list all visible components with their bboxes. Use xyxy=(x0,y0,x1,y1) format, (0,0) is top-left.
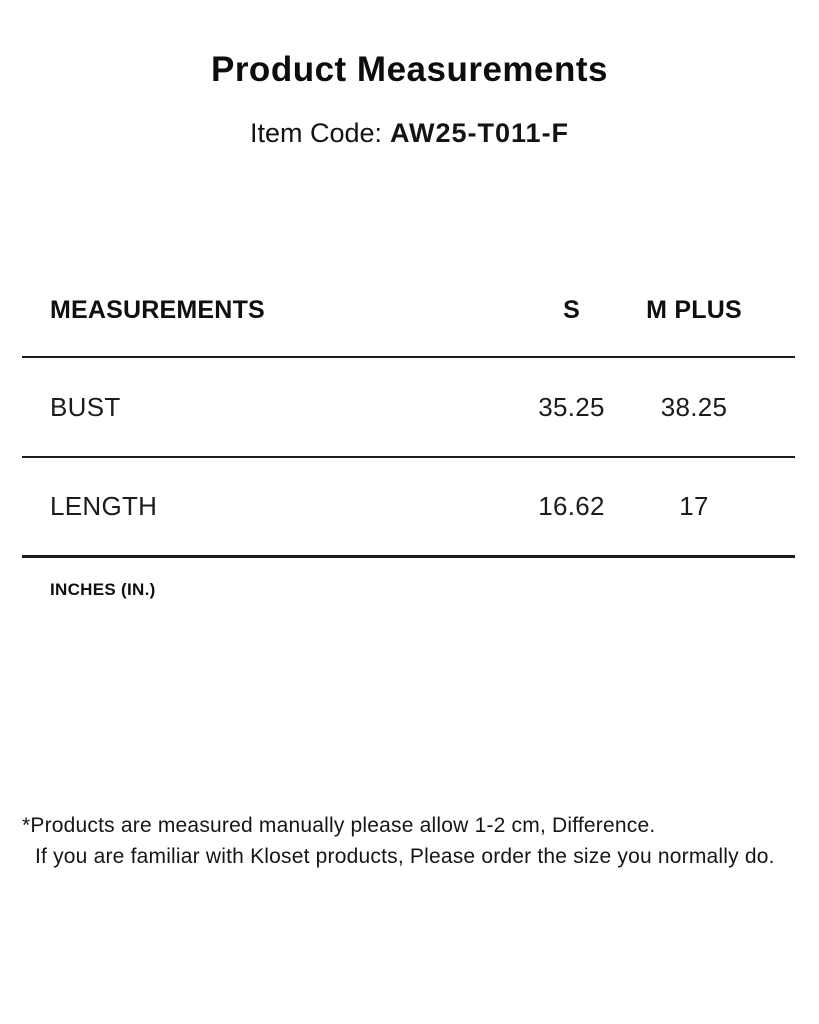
row-label: LENGTH xyxy=(50,491,158,521)
unit-note: INCHES (IN.) xyxy=(50,580,156,599)
footer-note xyxy=(22,810,809,872)
item-code-label: Item Code: xyxy=(249,118,382,148)
row-label: BUST xyxy=(50,391,121,422)
cell-bust-mplus: 38.25 xyxy=(660,391,728,422)
table-row-length xyxy=(22,458,795,558)
cell-bust-s: 35.25 xyxy=(538,391,605,422)
column-header-measurements: MEASUREMENTS xyxy=(50,296,265,324)
cell-length-s: 16.62 xyxy=(538,491,605,521)
measurements-table xyxy=(22,285,795,600)
footer-line-1: *Products are measured manually please allow 1-2 cm, Difference. xyxy=(22,814,656,837)
table-row-bust xyxy=(22,358,795,458)
page-title: Product Measurements xyxy=(210,50,609,89)
column-header-mplus: M PLUS xyxy=(646,296,742,324)
cell-length-mplus: 17 xyxy=(679,491,709,521)
item-code xyxy=(0,118,819,149)
table-header-row xyxy=(22,285,795,358)
footer-line-2: If you are familiar with Kloset products, Please order the size you normally do. xyxy=(35,845,775,868)
item-code-value: AW25-T011-F xyxy=(390,118,570,148)
column-header-s: S xyxy=(563,296,580,324)
